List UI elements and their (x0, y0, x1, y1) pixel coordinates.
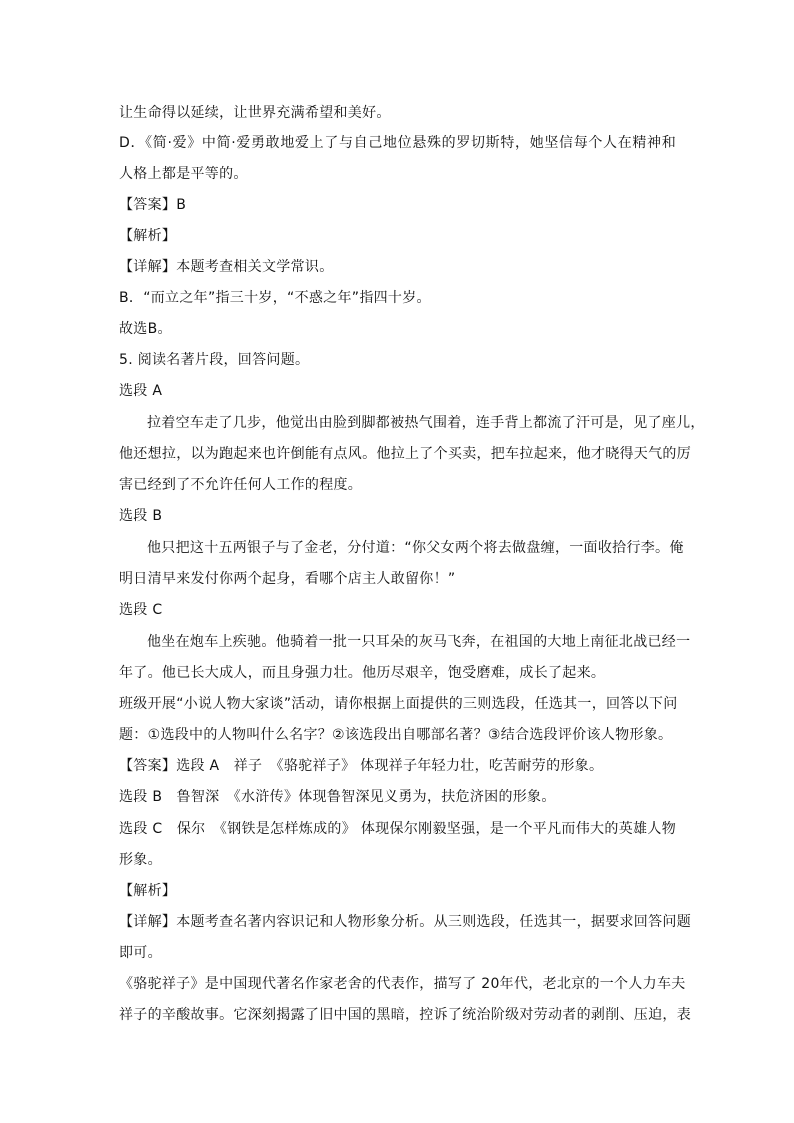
text-line: 让生命得以延续，让世界充满希望和美好。 (119, 105, 391, 121)
answer-line: 选段 B 鲁智深 《水浒传》体现鲁智深见义勇为，扶危济困的形象。 (119, 789, 556, 805)
question-prompt: 题：①选段中的人物叫什么名字？②该选段出自哪部名著？③结合选段评价该人物形象。 (119, 727, 673, 743)
excerpt-b-text: 他只把这十五两银子与了金老，分付道：“你父女两个将去做盘缠，一面收拾行李。俺 (147, 540, 684, 556)
excerpt-a-label: 选段 A (119, 383, 163, 399)
answer-label: 【答案】B (119, 197, 187, 213)
excerpt-b-label: 选段 B (119, 508, 163, 524)
detail-line: 祥子的辛酸故事。它深刻揭露了旧中国的黑暗，控诉了统治阶级对劳动者的剥削、压迫，表 (119, 1007, 691, 1023)
answer-label: 【答案】选段 A 祥子 《骆驼祥子》 体现祥子年轻力壮，吃苦耐劳的形象。 (119, 758, 604, 774)
detail-line: 即可。 (119, 945, 162, 961)
answer-line: 形象。 (119, 852, 162, 868)
answer-line: 选段 C 保尔 《钢铁是怎样炼成的》 体现保尔刚毅坚强，是一个平凡而伟大的英雄人物 (119, 821, 676, 837)
excerpt-a-text: 拉着空车走了几步，他觉出由脸到脚都被热气围着，连手背上都流了汗可是，见了座儿， (147, 415, 705, 431)
excerpt-a-text: 他还想拉，以为跑起来也许倒能有点风。他拉上了个买卖，把车拉起来，他才晓得天气的厉 (119, 446, 691, 462)
excerpt-c-text: 年了。他已长大成人，而且身强力壮。他历尽艰辛，饱受磨难，成长了起来。 (119, 665, 606, 681)
text-line: B．“而立之年”指三十岁，“不惑之年”指四十岁。 (119, 290, 431, 306)
excerpt-a-text: 害已经到了不允许任何人工作的程度。 (119, 477, 363, 493)
excerpt-c-text: 他坐在炮车上疾驰。他骑着一批一只耳朵的灰马飞奔，在祖国的大地上南征北战已经一 (147, 634, 691, 650)
analysis-label: 【解析】 (119, 228, 177, 244)
question-prompt: 班级开展“小说人物大家谈”活动，请你根据上面提供的三则选段，任选其一，回答以下问 (119, 696, 678, 712)
analysis-label: 【解析】 (119, 883, 177, 899)
detail-line: 【详解】本题考查相关文学常识。 (119, 259, 334, 275)
question-5-heading: 5. 阅读名著片段，回答问题。 (119, 352, 310, 368)
conclusion-line: 故选B。 (119, 321, 172, 337)
text-line: 人格上都是平等的。 (119, 166, 248, 182)
detail-line: 【详解】本题考查名著内容识记和人物形象分析。从三则选段，任选其一，据要求回答问题 (119, 914, 691, 930)
detail-line: 《骆驼祥子》是中国现代著名作家老舍的代表作，描写了 20年代，老北京的一个人力车夫 (119, 976, 686, 992)
option-d-line: D．《简·爱》中简·爱勇敢地爱上了与自己地位悬殊的罗切斯特，她坚信每个人在精神和 (119, 135, 676, 151)
excerpt-c-label: 选段 C (119, 602, 163, 618)
excerpt-b-text: 明日清早来发付你两个起身，看哪个店主人敢留你！” (119, 571, 456, 587)
